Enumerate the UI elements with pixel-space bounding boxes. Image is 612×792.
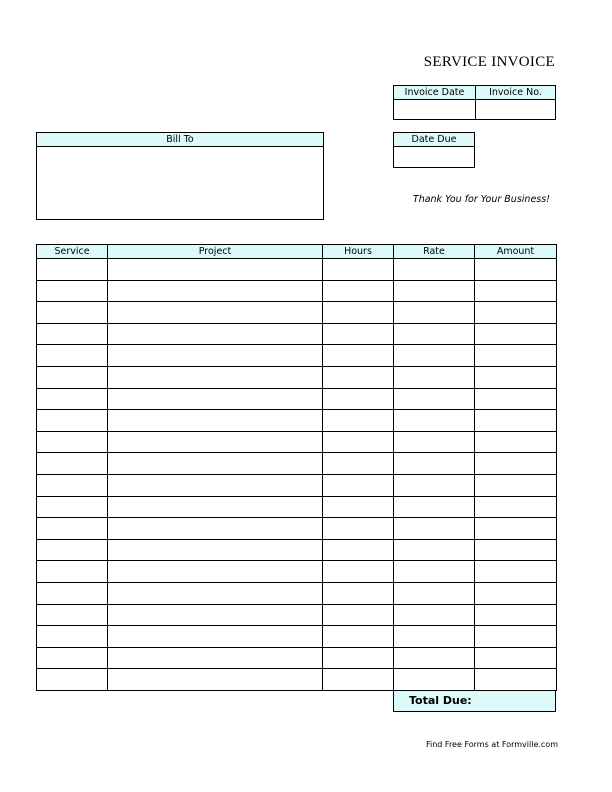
project-cell[interactable] (108, 561, 323, 583)
rate-cell[interactable] (394, 518, 475, 540)
table-row (37, 280, 557, 302)
service-cell[interactable] (37, 453, 108, 475)
amount-cell[interactable] (475, 345, 557, 367)
amount-cell[interactable] (475, 582, 557, 604)
column-header-amount: Amount (475, 245, 557, 259)
hours-cell[interactable] (323, 280, 394, 302)
project-cell[interactable] (108, 539, 323, 561)
table-row (37, 431, 557, 453)
rate-cell[interactable] (394, 453, 475, 475)
hours-cell[interactable] (323, 669, 394, 691)
service-cell[interactable] (37, 280, 108, 302)
rate-cell[interactable] (394, 582, 475, 604)
bill-to-box (36, 132, 324, 220)
rate-cell[interactable] (394, 561, 475, 583)
hours-cell[interactable] (323, 366, 394, 388)
service-cell[interactable] (37, 647, 108, 669)
service-cell[interactable] (37, 582, 108, 604)
rate-cell[interactable] (394, 496, 475, 518)
service-cell[interactable] (37, 539, 108, 561)
rate-cell[interactable] (394, 626, 475, 648)
service-cell[interactable] (37, 604, 108, 626)
column-header-hours: Hours (323, 245, 394, 259)
hours-cell[interactable] (323, 496, 394, 518)
table-row (37, 496, 557, 518)
amount-cell[interactable] (475, 561, 557, 583)
amount-cell[interactable] (475, 302, 557, 324)
project-cell[interactable] (108, 431, 323, 453)
rate-cell[interactable] (394, 302, 475, 324)
invoice-date-label: Invoice Date (394, 86, 475, 100)
table-row (37, 345, 557, 367)
project-cell[interactable] (108, 474, 323, 496)
amount-cell[interactable] (475, 323, 557, 345)
project-cell[interactable] (108, 496, 323, 518)
service-cell[interactable] (37, 496, 108, 518)
project-cell[interactable] (108, 280, 323, 302)
hours-cell[interactable] (323, 431, 394, 453)
service-cell[interactable] (37, 474, 108, 496)
project-cell[interactable] (108, 345, 323, 367)
rate-cell[interactable] (394, 669, 475, 691)
rate-cell[interactable] (394, 323, 475, 345)
table-row (37, 539, 557, 561)
rate-cell[interactable] (394, 280, 475, 302)
rate-cell[interactable] (394, 474, 475, 496)
column-header-service: Service (37, 245, 108, 259)
table-header-row (37, 245, 557, 259)
hours-cell[interactable] (323, 647, 394, 669)
hours-cell[interactable] (323, 518, 394, 540)
hours-cell[interactable] (323, 474, 394, 496)
amount-cell[interactable] (475, 604, 557, 626)
project-cell[interactable] (108, 453, 323, 475)
invoice-title: SERVICE INVOICE (423, 54, 555, 70)
amount-cell[interactable] (475, 496, 557, 518)
service-cell[interactable] (37, 302, 108, 324)
service-cell[interactable] (37, 518, 108, 540)
project-cell[interactable] (108, 323, 323, 345)
rate-cell[interactable] (394, 431, 475, 453)
service-cell[interactable] (37, 388, 108, 410)
rate-cell[interactable] (394, 259, 475, 281)
project-cell[interactable] (108, 669, 323, 691)
invoice-no-label: Invoice No. (476, 86, 555, 100)
service-cell[interactable] (37, 669, 108, 691)
service-cell[interactable] (37, 366, 108, 388)
rate-cell[interactable] (394, 604, 475, 626)
table-row (37, 604, 557, 626)
amount-cell[interactable] (475, 366, 557, 388)
table-row (37, 518, 557, 540)
project-cell[interactable] (108, 388, 323, 410)
service-cell[interactable] (37, 259, 108, 281)
column-header-project: Project (108, 245, 323, 259)
amount-cell[interactable] (475, 626, 557, 648)
service-cell[interactable] (37, 345, 108, 367)
invoice-date-column (394, 86, 476, 119)
table-row (37, 647, 557, 669)
table-row (37, 388, 557, 410)
service-cell[interactable] (37, 323, 108, 345)
rate-cell[interactable] (394, 410, 475, 432)
amount-cell[interactable] (475, 518, 557, 540)
amount-cell[interactable] (475, 474, 557, 496)
amount-cell[interactable] (475, 410, 557, 432)
table-row (37, 582, 557, 604)
amount-cell[interactable] (475, 453, 557, 475)
table-row (37, 259, 557, 281)
invoice-info-box (393, 85, 556, 120)
invoice-date-field[interactable] (394, 100, 475, 120)
service-cell[interactable] (37, 626, 108, 648)
amount-cell[interactable] (475, 669, 557, 691)
date-due-field[interactable] (394, 147, 474, 167)
rate-cell[interactable] (394, 366, 475, 388)
rate-cell[interactable] (394, 647, 475, 669)
thank-you-message: Thank You for Your Business! (412, 194, 550, 205)
project-cell[interactable] (108, 302, 323, 324)
amount-cell[interactable] (475, 388, 557, 410)
hours-cell[interactable] (323, 259, 394, 281)
table-row (37, 410, 557, 432)
invoice-no-field[interactable] (476, 100, 555, 120)
date-due-label: Date Due (394, 133, 474, 147)
table-row (37, 561, 557, 583)
project-cell[interactable] (108, 647, 323, 669)
service-cell[interactable] (37, 410, 108, 432)
footer-credit: Find Free Forms at Formville.com (425, 740, 558, 749)
bill-to-label: Bill To (37, 133, 323, 147)
rate-cell[interactable] (394, 345, 475, 367)
line-items-table (36, 244, 557, 691)
hours-cell[interactable] (323, 604, 394, 626)
project-cell[interactable] (108, 518, 323, 540)
rate-cell[interactable] (394, 388, 475, 410)
hours-cell[interactable] (323, 302, 394, 324)
date-due-box (393, 132, 475, 168)
total-due-label: Total Due: (393, 690, 556, 712)
project-cell[interactable] (108, 410, 323, 432)
table-row (37, 323, 557, 345)
table-row (37, 626, 557, 648)
table-row (37, 474, 557, 496)
amount-cell[interactable] (475, 259, 557, 281)
hours-cell[interactable] (323, 626, 394, 648)
project-cell[interactable] (108, 259, 323, 281)
amount-cell[interactable] (475, 539, 557, 561)
project-cell[interactable] (108, 366, 323, 388)
hours-cell[interactable] (323, 582, 394, 604)
table-row (37, 302, 557, 324)
amount-cell[interactable] (475, 647, 557, 669)
hours-cell[interactable] (323, 323, 394, 345)
table-row (37, 453, 557, 475)
amount-cell[interactable] (475, 280, 557, 302)
table-row (37, 669, 557, 691)
hours-cell[interactable] (323, 388, 394, 410)
project-cell[interactable] (108, 604, 323, 626)
hours-cell[interactable] (323, 561, 394, 583)
column-header-rate: Rate (394, 245, 475, 259)
service-cell[interactable] (37, 431, 108, 453)
rate-cell[interactable] (394, 539, 475, 561)
hours-cell[interactable] (323, 410, 394, 432)
hours-cell[interactable] (323, 539, 394, 561)
service-cell[interactable] (37, 561, 108, 583)
hours-cell[interactable] (323, 453, 394, 475)
project-cell[interactable] (108, 626, 323, 648)
hours-cell[interactable] (323, 345, 394, 367)
table-row (37, 366, 557, 388)
bill-to-field[interactable] (37, 147, 323, 221)
amount-cell[interactable] (475, 431, 557, 453)
invoice-no-column (476, 86, 555, 119)
project-cell[interactable] (108, 582, 323, 604)
